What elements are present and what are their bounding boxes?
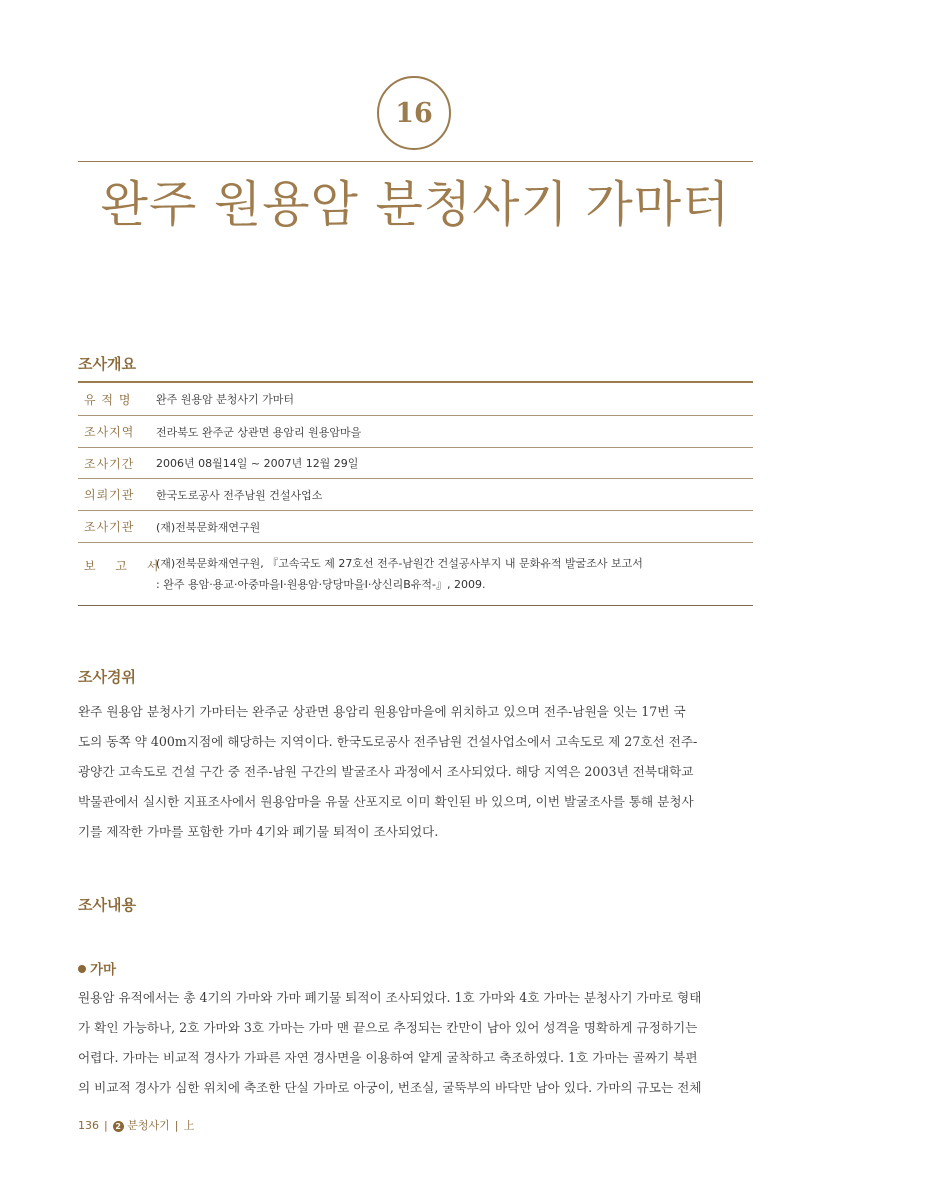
book-volume: 上: [183, 1119, 195, 1132]
kiln-subheading: [78, 958, 116, 978]
table-row: [78, 543, 753, 606]
page-number: 136: [78, 1119, 99, 1132]
report-line-1: (재)전북문화재연구원, 『고속국도 제 27호선 전주-남원간 건설공사부지 내 문화유적 발굴조사 보고서: [156, 557, 643, 570]
row-label: 보 고 서: [84, 559, 167, 573]
section-heading-contents: 조사내용: [78, 896, 136, 914]
paragraph-line: 도의 동쪽 약 400m지점에 해당하는 지역이다. 한국도로공사 전주남원 건설사업소에서 고속도로 제 27호선 전주-: [78, 734, 698, 749]
page-title: 완주 원용암 분청사기 가마터: [100, 176, 731, 233]
paragraph-line: 완주 원용암 분청사기 가마터는 완주군 상관면 용암리 원용암마을에 위치하고 있으며 전주-남원을 잇는 17번 국: [78, 704, 686, 719]
page-footer: [78, 1117, 194, 1133]
info-table: [78, 381, 753, 606]
footer-divider: |: [104, 1119, 108, 1132]
title-divider: [78, 161, 753, 162]
book-title: 분청사기: [127, 1119, 170, 1132]
row-label: 의뢰기관: [84, 488, 135, 502]
paragraph-line: 원용암 유적에서는 총 4기의 가마와 가마 폐기물 퇴적이 조사되었다. 1호 가마와 4호 가마는 분청사기 가마로 형태: [78, 990, 702, 1005]
section-heading-background: 조사경위: [78, 668, 136, 686]
chapter-number-badge: [377, 76, 451, 150]
row-value: 전라북도 완주군 상관면 용암리 원용암마을: [156, 425, 362, 439]
paragraph-line: 가 확인 가능하나, 2호 가마와 3호 가마는 가마 맨 끝으로 추정되는 칸만이 남아 있어 성격을 명확하게 규정하기는: [78, 1020, 698, 1035]
paragraph-line: 의 비교적 경사가 심한 위치에 축조한 단실 가마로 아궁이, 번조실, 굴뚝부의 바닥만 남아 있다. 가마의 규모는 전체: [78, 1080, 702, 1095]
background-paragraph: [78, 697, 753, 847]
row-value: [156, 553, 643, 595]
footer-divider: |: [174, 1119, 179, 1132]
paragraph-line: 박물관에서 실시한 지표조사에서 원용암마을 유물 산포지로 이미 확인된 바 있으며, 이번 발굴조사를 통해 분청사: [78, 794, 694, 809]
report-line-2: : 완주 용암·용교·아중마을Ⅰ·원용암·당당마을Ⅰ·상신리B유적-』, 2009.: [156, 578, 486, 591]
table-row: [78, 448, 753, 479]
row-label: 조사기간: [84, 456, 135, 471]
row-label: 유 적 명: [84, 392, 132, 407]
paragraph-line: 어렵다. 가마는 비교적 경사가 가파른 자연 경사면을 이용하여 얕게 굴착하고 축조하였다. 1호 가마는 골짜기 북편: [78, 1050, 698, 1065]
table-row: [78, 416, 753, 448]
section-heading-overview: 조사개요: [78, 355, 136, 373]
bullet-icon: [78, 965, 86, 973]
row-label: 조사지역: [84, 425, 135, 439]
row-value: (재)전북문화재연구원: [156, 520, 261, 534]
paragraph-line: 광양간 고속도로 건설 구간 중 전주-남원 구간의 발굴조사 과정에서 조사되었다. 해당 지역은 2003년 전북대학교: [78, 764, 694, 779]
volume-badge-icon: 2: [113, 1121, 124, 1132]
row-value: 한국도로공사 전주남원 건설사업소: [156, 488, 323, 502]
row-value: 완주 원용암 분청사기 가마터: [156, 393, 295, 406]
chapter-number: 16: [395, 97, 433, 129]
row-label: 조사기관: [84, 520, 135, 534]
kiln-paragraph: [78, 983, 753, 1103]
table-row: [78, 511, 753, 543]
table-row: [78, 383, 753, 416]
row-value: 2006년 08월14일 ~ 2007년 12월 29일: [156, 457, 359, 470]
kiln-heading-text: 가마: [90, 962, 117, 978]
paragraph-line: 기를 제작한 가마를 포함한 가마 4기와 폐기물 퇴적이 조사되었다.: [78, 824, 439, 839]
table-row: [78, 479, 753, 511]
